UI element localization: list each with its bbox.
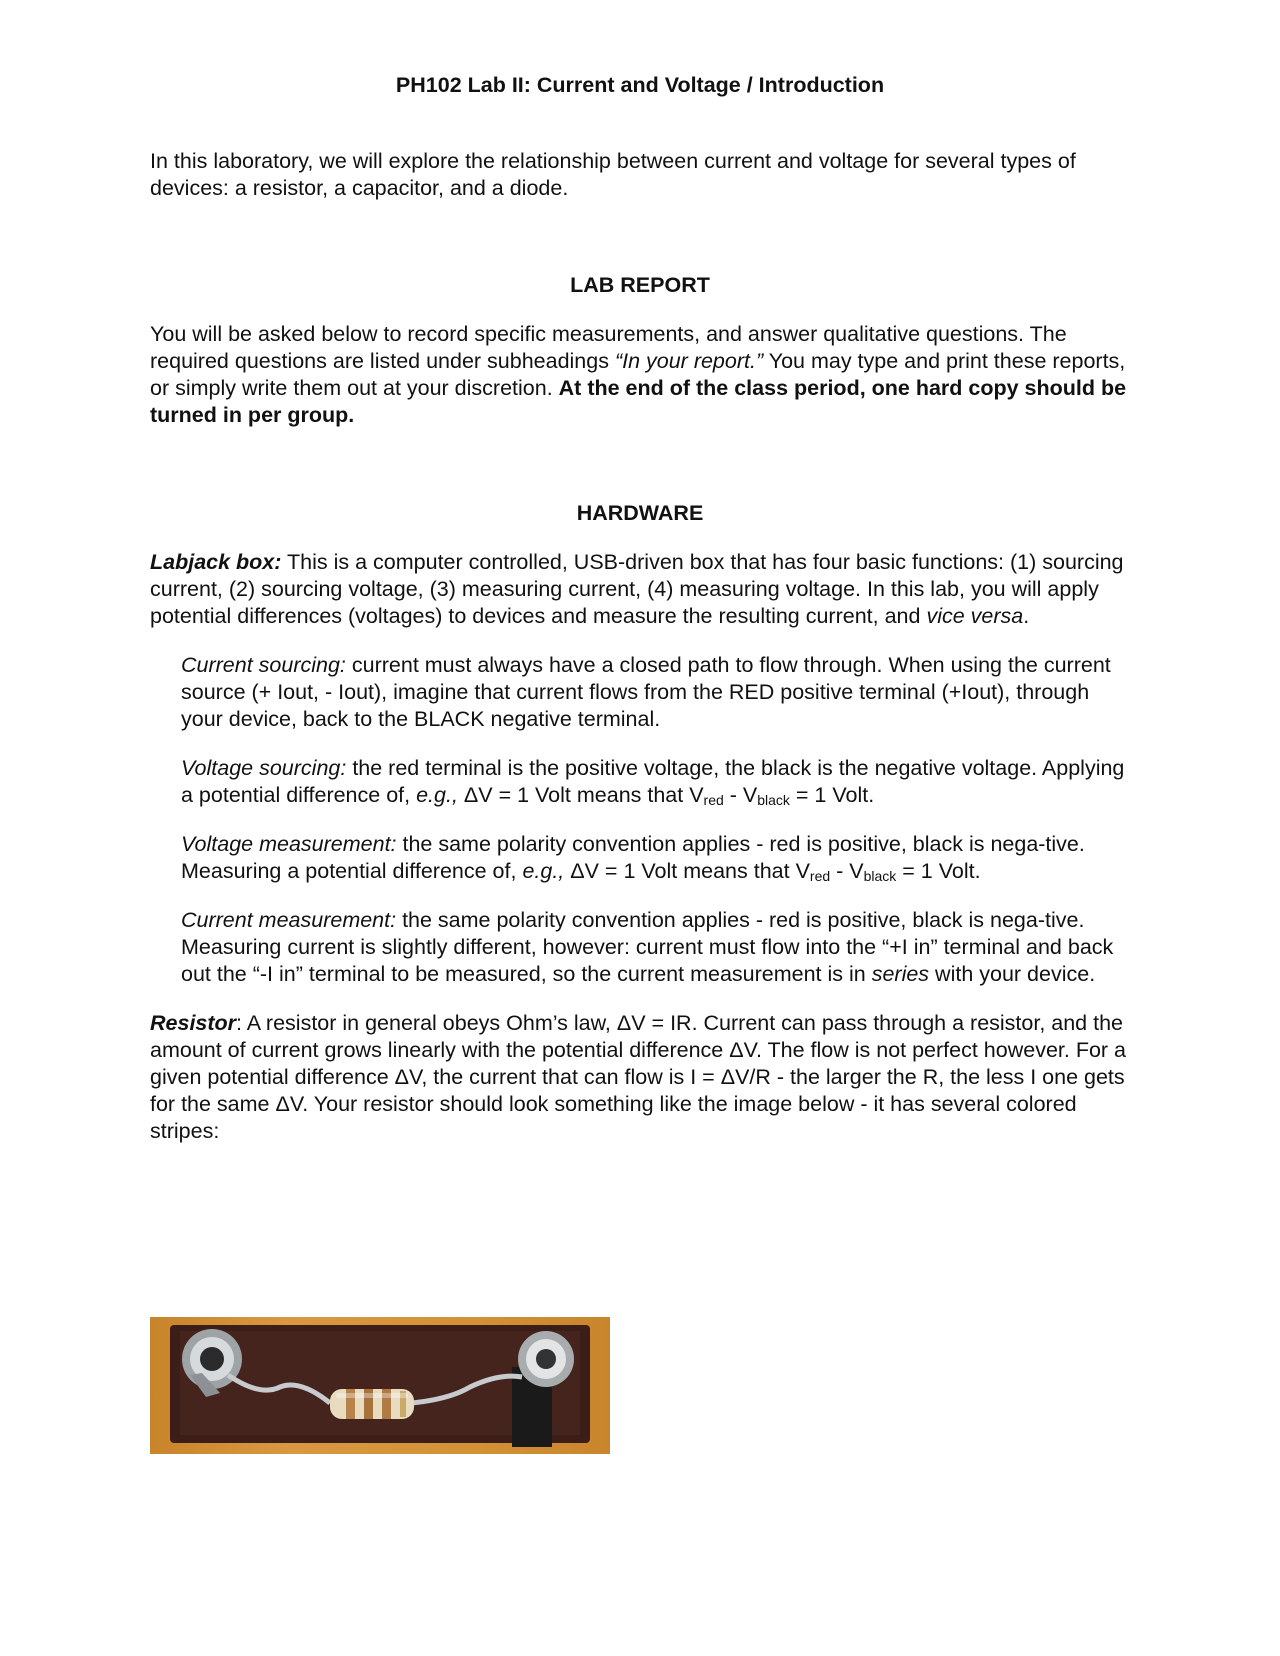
voltage-sourcing-label: Voltage sourcing: (181, 756, 347, 780)
voltage-sourcing-minus: - V (723, 783, 758, 807)
page-title: PH102 Lab II: Current and Voltage / Introduction (395, 73, 885, 97)
intro-paragraph: In this laboratory, we will explore the relationship between current and voltage for several types of devices: a resistor, a capacitor, and a diode. (150, 149, 1076, 200)
voltage-sourcing-text-1: the red terminal is the positive voltage, the black is the negative voltage. Applying a potential difference of, (181, 756, 1125, 807)
v-red-subscript: red (809, 868, 831, 884)
voltage-measurement-label: Voltage measurement: (181, 832, 397, 856)
v-black-subscript: black (757, 792, 790, 808)
voltage-measurement-paragraph (181, 831, 1130, 885)
resistor-text: : A resistor in general obeys Ohm’s law, ΔV = IR. Current can pass through a resistor, and the amount of current grows linearly with the potential difference ΔV. The flow is not perfect however. For a given potential difference ΔV, the current that can flow is I = ΔV/R - the larger the R, the less I one gets for the same ΔV. Your resistor should look something like the image below - it has several colored stripes: (150, 1011, 1127, 1143)
current-sourcing-label: Current sourcing: (181, 653, 346, 677)
voltage-sourcing-text-2: ΔV = 1 Volt means that V (457, 783, 704, 807)
labjack-paragraph (150, 549, 1130, 630)
resistor-paragraph (150, 1010, 1130, 1145)
v-red-subscript: red (703, 792, 724, 808)
current-sourcing-paragraph (181, 652, 1130, 733)
lab-report-text-3: You may type and print these reports, or simply write them out at your discretion. (150, 349, 1126, 400)
voltage-measurement-text-1: the same polarity convention applies - red is positive, black is nega-tive. Measuring a potential difference of, (181, 832, 1085, 883)
current-measurement-paragraph (181, 907, 1130, 988)
current-sourcing-text: current must always have a closed path to flow through. When using the current source (+ Iout, - Iout), imagine that current flows from the RED positive terminal (+Iout), through your device, back to the BLACK negative terminal. (181, 653, 1111, 731)
voltage-measurement-text-2: ΔV = 1 Volt means that V (564, 859, 810, 883)
labjack-vice-versa: vice versa (926, 604, 1024, 628)
voltage-measurement-text-3: = 1 Volt. (896, 859, 981, 883)
labjack-text-end: . (1023, 604, 1030, 628)
lab-report-text-1: You will be asked below to record specific measurements, and answer qualitative questions. The required questions are listed under subheadings (150, 322, 1067, 373)
document-page (150, 72, 1130, 1145)
current-measurement-label: Current measurement: (181, 908, 397, 932)
current-measurement-text-2: with your device. (929, 962, 1096, 986)
resistor-label: Resistor (150, 1011, 237, 1035)
lab-report-subheading-ref: “In your report.” (614, 349, 764, 373)
current-measurement-series: series (871, 962, 930, 986)
voltage-measurement-minus: - V (830, 859, 864, 883)
resistor-photo (150, 1317, 610, 1454)
labjack-label: Labjack box: (150, 550, 282, 574)
voltage-sourcing-eg: e.g., (416, 783, 458, 807)
voltage-sourcing-paragraph (181, 755, 1130, 809)
hardware-heading: HARDWARE (576, 501, 704, 525)
lab-report-instruction: At the end of the class period, one hard copy should be turned in per group. (150, 376, 1127, 427)
lab-report-heading: LAB REPORT (570, 273, 710, 297)
voltage-measurement-eg: e.g., (522, 859, 565, 883)
labjack-text: This is a computer controlled, USB-driven box that has four basic functions: (1) sourcing current, (2) sourcing voltage, (3) measuring current, (4) measuring voltage. In this lab, you will apply potential differences (voltages) to devices and measure the resulting current, and (150, 550, 1124, 628)
lab-report-paragraph (150, 321, 1130, 429)
voltage-sourcing-text-3: = 1 Volt. (789, 783, 875, 807)
current-measurement-text-1: the same polarity convention applies - red is positive, black is nega-tive. Measuring current is slightly different, however: current must flow into the “+I in” terminal and back out the “-I in” terminal to be measured, so the current measurement is in (181, 908, 1114, 986)
v-black-subscript: black (863, 868, 897, 884)
